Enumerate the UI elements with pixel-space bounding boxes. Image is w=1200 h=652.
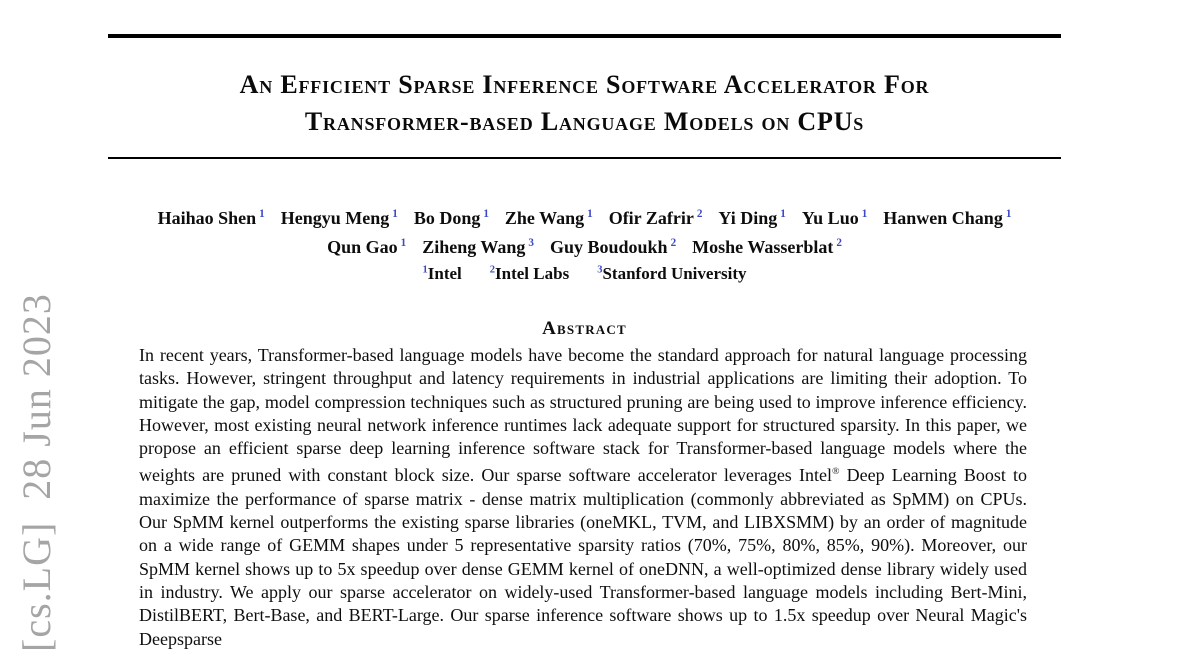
abstract-text: In recent years, Transformer-based language models have become the standard approach for natural language processing tasks. However, stringent throughput and latency requirements in industrial applications are limiting their adoption. To mitigate the gap, model compression techniques such as structured pruning are being used to improve inference efficiency. However, most existing neural network inference runtimes lack adequate support for structured sparsity. In this paper, we propose an efficient sparse deep learning inference software stack for Transformer-based language models where the weights are pruned with constant block size. Our sparse software accelerator leverages Intel® Deep Learning Boost to maximize the performance of sparse matrix - dense matrix multiplication (commonly abbreviated as SpMM) on CPUs. Our SpMM kernel outperforms the existing sparse libraries (oneMKL, TVM, and LIBXSMM) by an order of magnitude on a wide range of GEMM shapes under 5 representative sparsity ratios (70%, 75%, 80%, 85%, 90%). Moreover, our SpMM kernel shows up to 5x speedup over dense GEMM kernel of oneDNN, a well-optimized dense library widely used in industry. We apply our sparse accelerator on widely-used Transformer-based language models including Bert-Mini, DistilBERT, Bert-Base, and BERT-Large. Our sparse inference software shows up to 1.5x speedup over Neural Magic's Deepsparse bbox=[139, 345, 1027, 649]
author-name: Bo Dong $^1$ bbox=[413, 208, 489, 228]
top-rule bbox=[108, 34, 1061, 38]
author-name: Qun Gao $^1$ bbox=[327, 237, 407, 257]
paper-title-line-1: An Efficient Sparse Inference Software Accelerator For bbox=[239, 70, 930, 99]
abstract-heading: Abstract bbox=[542, 318, 627, 339]
affiliation-item: $^2$Intel Labs bbox=[489, 264, 570, 283]
paper-title-line-2: Transformer-based Language Models on CPUs bbox=[304, 107, 865, 136]
author-affiliation-superscript: 1 bbox=[259, 208, 265, 220]
author-name: Haihao Shen $^1$ bbox=[157, 208, 265, 228]
registered-trademark-symbol: ® bbox=[831, 466, 840, 478]
author-affiliation-superscript: 1 bbox=[483, 208, 489, 220]
author-name: Ofir Zafrir $^2$ bbox=[608, 208, 703, 228]
author-affiliation-superscript: 1 bbox=[400, 237, 407, 249]
author-row bbox=[78, 202, 1091, 231]
author-name: Zhe Wang $^1$ bbox=[504, 208, 593, 228]
author-affiliation-superscript: 1 bbox=[1005, 208, 1012, 220]
author-name: Moshe Wasserblat $^2$ bbox=[692, 237, 842, 257]
author-affiliation-superscript: 2 bbox=[670, 237, 677, 249]
author-list bbox=[78, 202, 1091, 260]
author-row bbox=[78, 231, 1091, 260]
author-name: Hanwen Chang $^1$ bbox=[883, 208, 1012, 228]
arxiv-category-date-stamp: [cs.LG] 28 Jun 2023 bbox=[14, 293, 59, 652]
affiliation-item: $^1$Intel bbox=[422, 264, 462, 283]
author-name: Hengyu Meng $^1$ bbox=[280, 208, 398, 228]
author-affiliation-superscript: 1 bbox=[780, 208, 786, 220]
author-name: Yi Ding $^1$ bbox=[718, 208, 786, 228]
affiliation-list bbox=[108, 264, 1061, 284]
author-name: Yu Luo $^1$ bbox=[801, 208, 868, 228]
author-affiliation-superscript: 2 bbox=[836, 237, 842, 249]
author-affiliation-superscript: 3 bbox=[528, 237, 534, 249]
author-affiliation-superscript: 1 bbox=[392, 208, 398, 220]
affiliation-superscript: 3 bbox=[597, 264, 603, 276]
author-affiliation-superscript: 2 bbox=[696, 208, 703, 220]
author-affiliation-superscript: 1 bbox=[861, 208, 868, 220]
author-name: Ziheng Wang $^3$ bbox=[422, 237, 534, 257]
affiliation-superscript: 1 bbox=[422, 264, 428, 276]
paper-title bbox=[88, 66, 1081, 140]
affiliation-item: $^3$Stanford University bbox=[597, 264, 747, 283]
author-affiliation-superscript: 1 bbox=[587, 208, 593, 220]
affiliation-superscript: 2 bbox=[489, 264, 496, 276]
title-bottom-rule bbox=[108, 157, 1061, 159]
author-name: Guy Boudoukh $^2$ bbox=[550, 237, 677, 257]
